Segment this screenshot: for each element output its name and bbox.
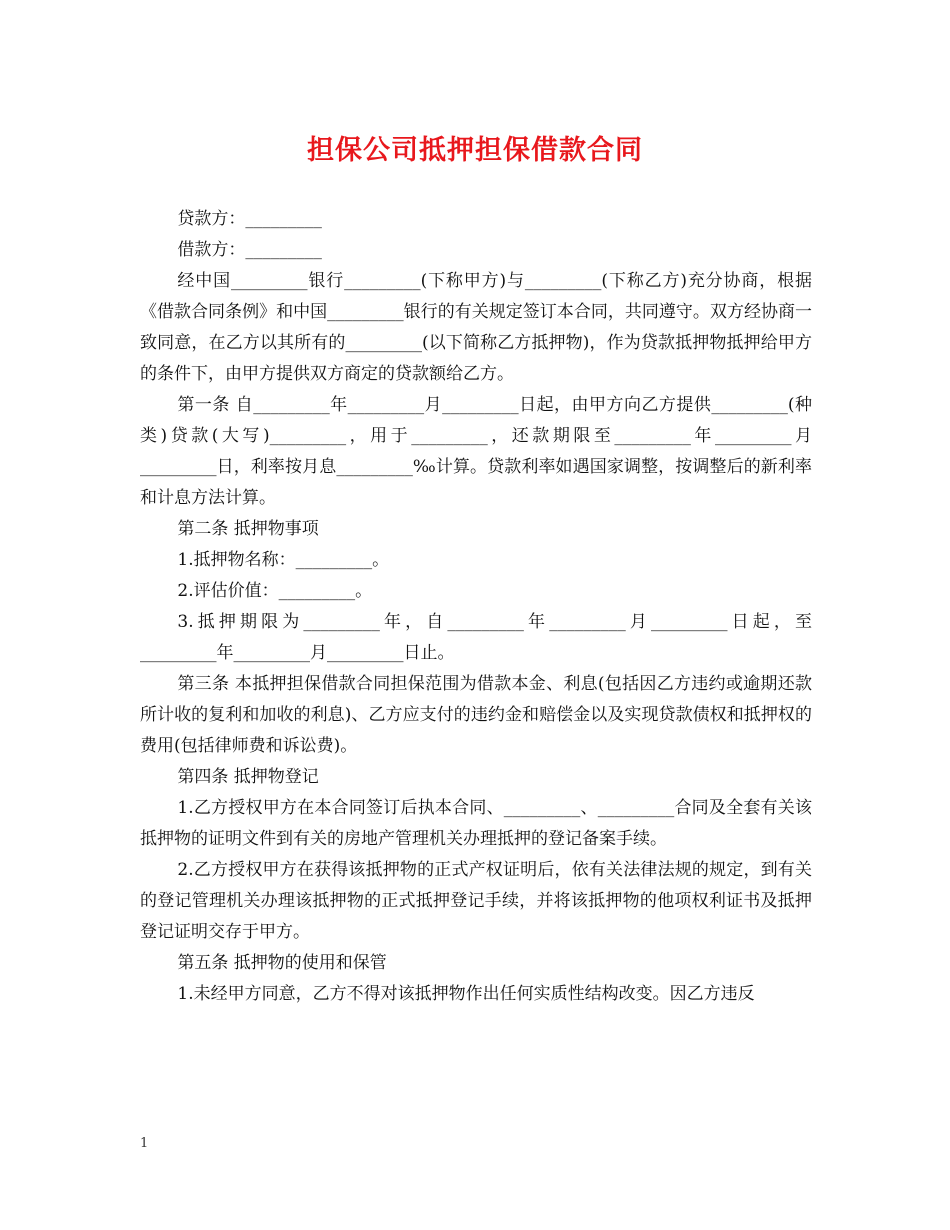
heading-article-5: 第五条 抵押物的使用和保管 bbox=[177, 953, 387, 973]
paragraph-lender: 贷款方：_________ bbox=[177, 209, 322, 229]
paragraph-article-3: 第三条 本抵押担保借款合同担保范围为借款本金、利息(包括因乙方违约或逾期还款所计收的复利和加收的利息)、乙方应支付的违约金和赔偿金以及实现贷款债权和抵押权的费用(包括律师费和诉讼费)。 bbox=[140, 674, 812, 756]
page-number: 1 bbox=[140, 1136, 149, 1151]
paragraph-article-4-item-1: 1.乙方授权甲方在本合同签订后执本合同、_________、_________合同及全套有关该抵押物的证明文件到有关的房地产管理机关办理抵押的登记备案手续。 bbox=[140, 798, 812, 849]
paragraph-borrower: 借款方：_________ bbox=[177, 240, 322, 260]
document-body bbox=[140, 204, 812, 1010]
paragraph-article-2-item-3: 3.抵押期限为_________年，自_________年_________月_________日起，至_________年_________月_________日止。 bbox=[140, 612, 812, 663]
paragraph-article-4-item-2: 2.乙方授权甲方在获得该抵押物的正式产权证明后，依有关法律法规的规定，到有关的登记管理机关办理该抵押物的正式抵押登记手续，并将该抵押物的他项权利证书及抵押登记证明交存于甲方。 bbox=[140, 860, 812, 942]
heading-article-4: 第四条 抵押物登记 bbox=[177, 767, 319, 787]
paragraph-article-5-item-1: 1.未经甲方同意，乙方不得对该抵押物作出任何实质性结构改变。因乙方违反 bbox=[177, 984, 755, 1004]
document-title: 担保公司抵押担保借款合同 bbox=[307, 135, 643, 166]
paragraph-article-1: 第一条 自_________年_________月_________日起，由甲方向乙方提供_________(种类)贷款(大写)_________，用于_________，还款期限至_________年_________月_________日，利率按月息_________‰计算。贷款利率如遇国家调整，按调整后的新利率和计息方法计算。 bbox=[140, 395, 812, 508]
heading-article-2: 第二条 抵押物事项 bbox=[177, 519, 319, 539]
paragraph-preamble: 经中国_________银行_________(下称甲方)与_________(下称乙方)充分协商，根据《借款合同条例》和中国_________银行的有关规定签订本合同，共同遵守。双方经协商一致同意，在乙方以其所有的_________(以下简称乙方抵押物)，作为贷款抵押物抵押给甲方的条件下，由甲方提供双方商定的贷款额给乙方。 bbox=[140, 271, 812, 384]
paragraph-article-2-item-2: 2.评估价值：_________。 bbox=[177, 581, 373, 601]
paragraph-article-2-item-1: 1.抵押物名称：_________。 bbox=[177, 550, 390, 570]
